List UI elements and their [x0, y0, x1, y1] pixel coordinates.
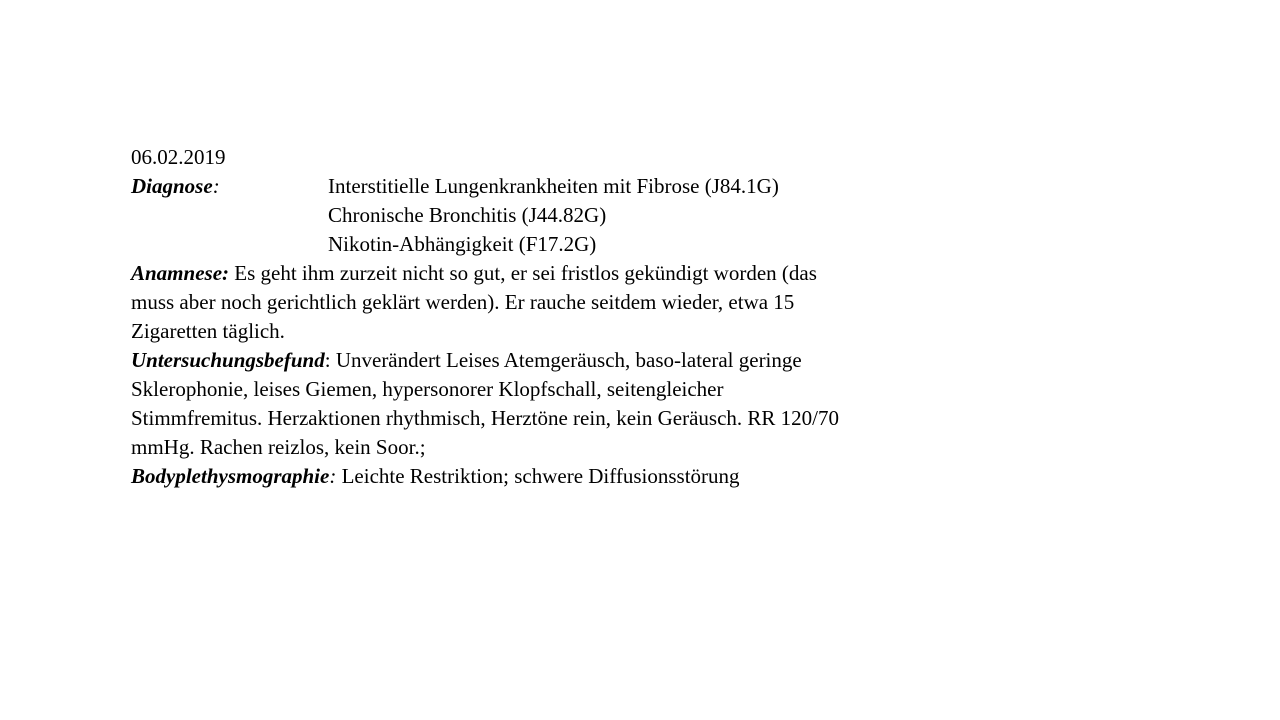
report-date: 06.02.2019 [131, 145, 226, 169]
medical-report [131, 143, 971, 491]
anamnese-text: Es geht ihm zurzeit nicht so gut, er sei fristlos gekündigt worden (das [229, 261, 817, 285]
anamnese-line [131, 259, 971, 288]
anamnese-text: Zigaretten täglich. [131, 319, 285, 343]
diagnose-item: Chronische Bronchitis (J44.82G) [328, 203, 607, 227]
bodyplethysmographie-text: Leichte Restriktion; schwere Diffusionsstörung [336, 464, 740, 488]
untersuchungsbefund-label: Untersuchungsbefund [131, 348, 325, 372]
untersuchungsbefund-text: Sklerophonie, leises Giemen, hypersonorer Klopfschall, seitengleicher [131, 377, 724, 401]
diagnose-item: Interstitielle Lungenkrankheiten mit Fibrose (J84.1G) [328, 174, 779, 198]
untersuchungsbefund-text: Unverändert Leises Atemgeräusch, baso-lateral geringe [330, 348, 802, 372]
untersuchungsbefund-text: mmHg. Rachen reizlos, kein Soor.; [131, 435, 426, 459]
diagnose-label-group [131, 172, 328, 201]
bodyplethysmographie-line [131, 462, 971, 491]
diagnose-item: Nikotin-Abhängigkeit (F17.2G) [328, 232, 597, 256]
diagnose-row [131, 172, 971, 201]
bodyplethysmographie-colon: : [329, 464, 337, 488]
bodyplethysmographie-label: Bodyplethysmographie [131, 464, 330, 488]
anamnese-text: muss aber noch gerichtlich geklärt werden). Er rauche seitdem wieder, etwa 15 [131, 290, 795, 314]
untersuchungsbefund-text: Stimmfremitus. Herzaktionen rhythmisch, Herztöne rein, kein Geräusch. RR 120/70 [131, 406, 840, 430]
untersuchungsbefund-line [131, 346, 971, 375]
untersuchungsbefund-colon: : [324, 348, 331, 372]
diagnose-colon: : [212, 174, 220, 198]
anamnese-label: Anamnese: [131, 261, 230, 285]
diagnose-label: Diagnose [131, 174, 213, 198]
